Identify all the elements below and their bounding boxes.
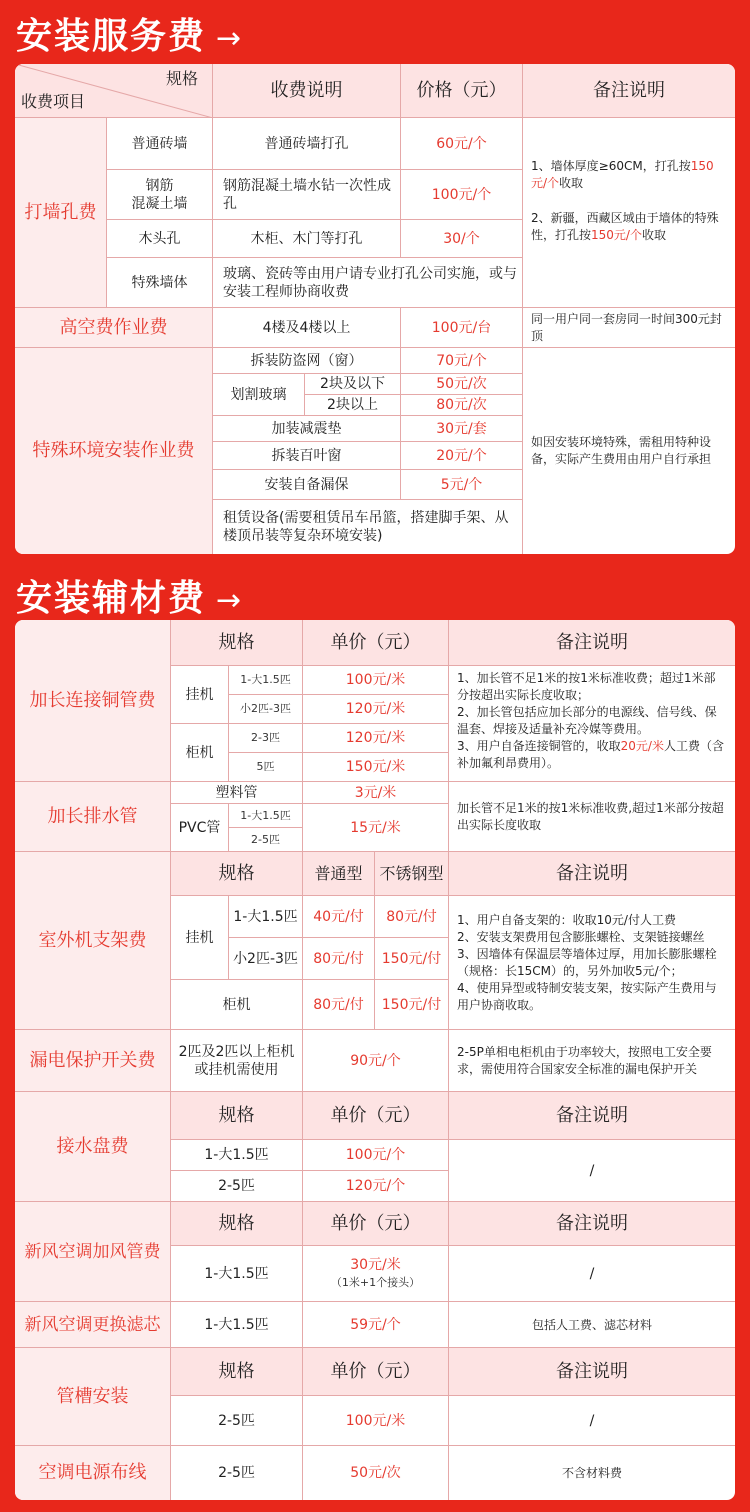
cu-note-3c: 人工费（含补加氟利昂费用）。 [457, 739, 724, 770]
wp-price-1: 100元/个 [303, 1140, 449, 1171]
high-note: 同一用户同一套房同一时间300元封顶 [523, 308, 735, 348]
arrow-right-icon: → [216, 21, 244, 56]
wall-note-2b: 150元/个 [591, 228, 642, 242]
br-price-steel-3: 150元/付 [375, 980, 449, 1030]
br-note-4: 4、使用异型或特制安装支架，按实际产生费用与用户协商收取。 [457, 981, 717, 1012]
dr-pvc-spec-b: 2-5匹 [229, 828, 303, 852]
dr-price-pvc: 15元/米 [303, 804, 449, 852]
section-title-material [16, 570, 243, 621]
fa-header-unit: 单价（元） [303, 1202, 449, 1246]
wall-desc-wood: 木柜、木门等打孔 [213, 220, 401, 258]
fa-price-cell [303, 1246, 449, 1302]
wall-desc-concrete: 钢筋混凝土墙水钻一次性成孔 [213, 170, 401, 220]
cu-group-floor: 柜机 [171, 724, 229, 782]
fa-note: / [449, 1246, 735, 1302]
wall-price-concrete: 100元/个 [401, 170, 523, 220]
sp-glass-price-b: 80元/次 [401, 395, 523, 416]
wp-header-unit: 单价（元） [303, 1092, 449, 1140]
gc-spec: 2-5匹 [171, 1396, 303, 1446]
sp-glass-sub-a: 2块及以下 [305, 374, 401, 395]
cu-note-3b: 20元/米 [620, 739, 664, 753]
wp-header-note: 备注说明 [449, 1092, 735, 1140]
br-note-2: 2、安装支架费用包含膨胀螺栓、支架链接螺丝 [457, 930, 705, 944]
category-copper-pipe: 加长连接铜管费 [15, 620, 171, 782]
high-price: 100元/台 [401, 308, 523, 348]
cu-spec-3: 2-3匹 [229, 724, 303, 753]
cu-spec-4: 5匹 [229, 753, 303, 782]
fa-header-note: 备注说明 [449, 1202, 735, 1246]
category-fresh-air-duct: 新风空调加风管费 [15, 1202, 171, 1302]
br-group-wall: 挂机 [171, 896, 229, 980]
sp-glass-price-a: 50元/次 [401, 374, 523, 395]
pw-spec: 2-5匹 [171, 1446, 303, 1500]
dr-price-plastic: 3元/米 [303, 782, 449, 804]
br-spec-1: 1-大1.5匹 [229, 896, 303, 938]
cu-spec-2: 小2匹-3匹 [229, 695, 303, 724]
gc-header-spec: 规格 [171, 1348, 303, 1396]
cu-price-2: 120元/米 [303, 695, 449, 724]
wall-note [523, 118, 735, 308]
sp-price-breaker: 5元/个 [401, 470, 523, 500]
sp-desc-blinds: 拆装百叶窗 [213, 442, 401, 470]
wall-note-1c: 收取 [559, 176, 584, 190]
wall-note-1b: 150元/个 [531, 159, 714, 190]
br-note-1: 1、用户自备支架的：收取10元/付人工费 [457, 913, 676, 927]
wall-type-concrete: 钢筋 混凝土墙 [107, 170, 213, 220]
fa-spec: 1-大1.5匹 [171, 1246, 303, 1302]
wall-desc-special: 玻璃、瓷砖等由用户请专业打孔公司实施，或与安装工程师协商收费 [213, 258, 523, 308]
wall-note-2c: 收取 [641, 228, 666, 242]
category-trunking: 管槽安装 [15, 1348, 171, 1446]
wp-price-2: 120元/个 [303, 1171, 449, 1202]
cu-note-3 [457, 738, 727, 772]
sp-price-damper: 30元/套 [401, 416, 523, 442]
dr-spec-pvc: PVC管 [171, 804, 229, 852]
sp-glass-sub-b: 2块以上 [305, 395, 401, 416]
arrow-right-icon: → [216, 583, 244, 618]
sp-desc-glass: 划割玻璃 [213, 374, 305, 416]
section-title-service-text: 安装服务费 [16, 16, 207, 57]
sp-price-window: 70元/个 [401, 348, 523, 374]
br-price-normal-2: 80元/付 [303, 938, 375, 980]
wall-price-brick: 60元/个 [401, 118, 523, 170]
wall-note-1a: 1、墙体厚度≥60CM，打孔按 [531, 159, 691, 173]
category-special-env: 特殊环境安装作业费 [15, 348, 213, 554]
header-spec: 规格 [171, 620, 303, 666]
br-spec-2: 小2匹-3匹 [229, 938, 303, 980]
cu-note [449, 666, 735, 782]
header-desc: 收费说明 [213, 64, 401, 118]
wall-desc-brick: 普通砖墙打孔 [213, 118, 401, 170]
cu-note-3a: 3、用户自备连接铜管的，收取 [457, 739, 621, 753]
header-spec: 规格 [165, 69, 198, 88]
cu-price-4: 150元/米 [303, 753, 449, 782]
wall-note-1 [531, 158, 727, 192]
dr-pvc-spec-a: 1-大1.5匹 [229, 804, 303, 828]
wall-type-brick: 普通砖墙 [107, 118, 213, 170]
br-header-spec: 规格 [171, 852, 303, 896]
br-price-steel-2: 150元/付 [375, 938, 449, 980]
cu-price-1: 100元/米 [303, 666, 449, 695]
br-price-steel-1: 80元/付 [375, 896, 449, 938]
wp-spec-2: 2-5匹 [171, 1171, 303, 1202]
br-note [449, 896, 735, 1030]
ff-note: 包括人工费、滤芯材料 [449, 1302, 735, 1348]
gc-header-unit: 单价（元） [303, 1348, 449, 1396]
header-unit-price: 单价（元） [303, 620, 449, 666]
header-note: 备注说明 [523, 64, 735, 118]
br-group-floor: 柜机 [171, 980, 303, 1030]
fa-price-sub: （1米+1个接头） [330, 1275, 421, 1289]
category-bracket: 室外机支架费 [15, 852, 171, 1030]
category-power-wiring: 空调电源布线 [15, 1446, 171, 1500]
header-price: 价格（元） [401, 64, 523, 118]
sp-desc-damper: 加装减震垫 [213, 416, 401, 442]
br-header-steel: 不锈钢型 [375, 852, 449, 896]
cu-price-3: 120元/米 [303, 724, 449, 753]
category-filter-replace: 新风空调更换滤芯 [15, 1302, 171, 1348]
cu-spec-1: 1-大1.5匹 [229, 666, 303, 695]
dr-note: 加长管不足1米的按1米标准收费,超过1米部分按超出实际长度收取 [449, 782, 735, 852]
wall-note-2 [531, 210, 727, 244]
ff-price: 59元/个 [303, 1302, 449, 1348]
sp-price-blinds: 20元/个 [401, 442, 523, 470]
gc-price: 100元/米 [303, 1396, 449, 1446]
category-wall-hole: 打墙孔费 [15, 118, 107, 308]
lk-price: 90元/个 [303, 1030, 449, 1092]
wp-spec-1: 1-大1.5匹 [171, 1140, 303, 1171]
material-fee-table [15, 620, 735, 1500]
section-title-service [16, 8, 243, 59]
wp-note: / [449, 1140, 735, 1202]
category-drain-pipe: 加长排水管 [15, 782, 171, 852]
ff-spec: 1-大1.5匹 [171, 1302, 303, 1348]
wall-type-special: 特殊墙体 [107, 258, 213, 308]
category-leakage-switch: 漏电保护开关费 [15, 1030, 171, 1092]
cu-group-wall: 挂机 [171, 666, 229, 724]
category-high-altitude: 高空费作业费 [15, 308, 213, 348]
sp-desc-window: 拆装防盗网（窗） [213, 348, 401, 374]
pw-note: 不含材料费 [561, 1466, 622, 1480]
br-header-normal: 普通型 [303, 852, 375, 896]
gc-note: / [449, 1396, 735, 1446]
dr-spec-plastic: 塑料管 [171, 782, 303, 804]
lk-note: 2-5P单相电柜机由于功率较大，按照电工安全要求，需使用符合国家安全标准的漏电保护开关 [449, 1030, 735, 1092]
header-item: 收费项目 [21, 92, 86, 111]
gc-header-note: 备注说明 [449, 1348, 735, 1396]
br-note-3: 3、因墙体有保温层等墙体过厚，用加长膨胀螺栓（规格：长15CM）的，另外加收5元/个； [457, 947, 717, 978]
wall-price-wood: 30/个 [401, 220, 523, 258]
sp-note: 如因安装环境特殊，需租用特种设备，实际产生费用由用户自行承担 [531, 435, 712, 466]
sp-desc-breaker: 安装自备漏保 [213, 470, 401, 500]
cu-note-2: 2、加长管包括应加长部分的电源线、信号线、保温套、焊接及适量补充冷媒等费用。 [457, 705, 717, 736]
br-header-note: 备注说明 [449, 852, 735, 896]
section-title-material-text: 安装辅材费 [16, 578, 207, 619]
cu-note-1: 1、加长管不足1米的按1米标准收费；超过1米部分按超出实际长度收取； [457, 671, 716, 702]
high-desc: 4楼及4楼以上 [213, 308, 401, 348]
fa-price: 30元/米 [350, 1256, 401, 1273]
pw-price: 50元/次 [303, 1446, 449, 1500]
br-price-normal-3: 80元/付 [303, 980, 375, 1030]
sp-desc-rental: 租赁设备(需要租赁吊车吊篮，搭建脚手架、从楼顶吊装等复杂环境安装) [213, 500, 523, 554]
wall-type-wood: 木头孔 [107, 220, 213, 258]
header-spec-item [15, 64, 213, 118]
wall-note-2a: 2、新疆，西藏区域由于墙体的特殊性，打孔按 [531, 211, 719, 242]
wp-header-spec: 规格 [171, 1092, 303, 1140]
category-water-pan: 接水盘费 [15, 1092, 171, 1202]
service-fee-table [15, 64, 735, 554]
br-price-normal-1: 40元/付 [303, 896, 375, 938]
header-note: 备注说明 [449, 620, 735, 666]
fa-header-spec: 规格 [171, 1202, 303, 1246]
lk-spec: 2匹及2匹以上柜机或挂机需使用 [171, 1030, 303, 1092]
